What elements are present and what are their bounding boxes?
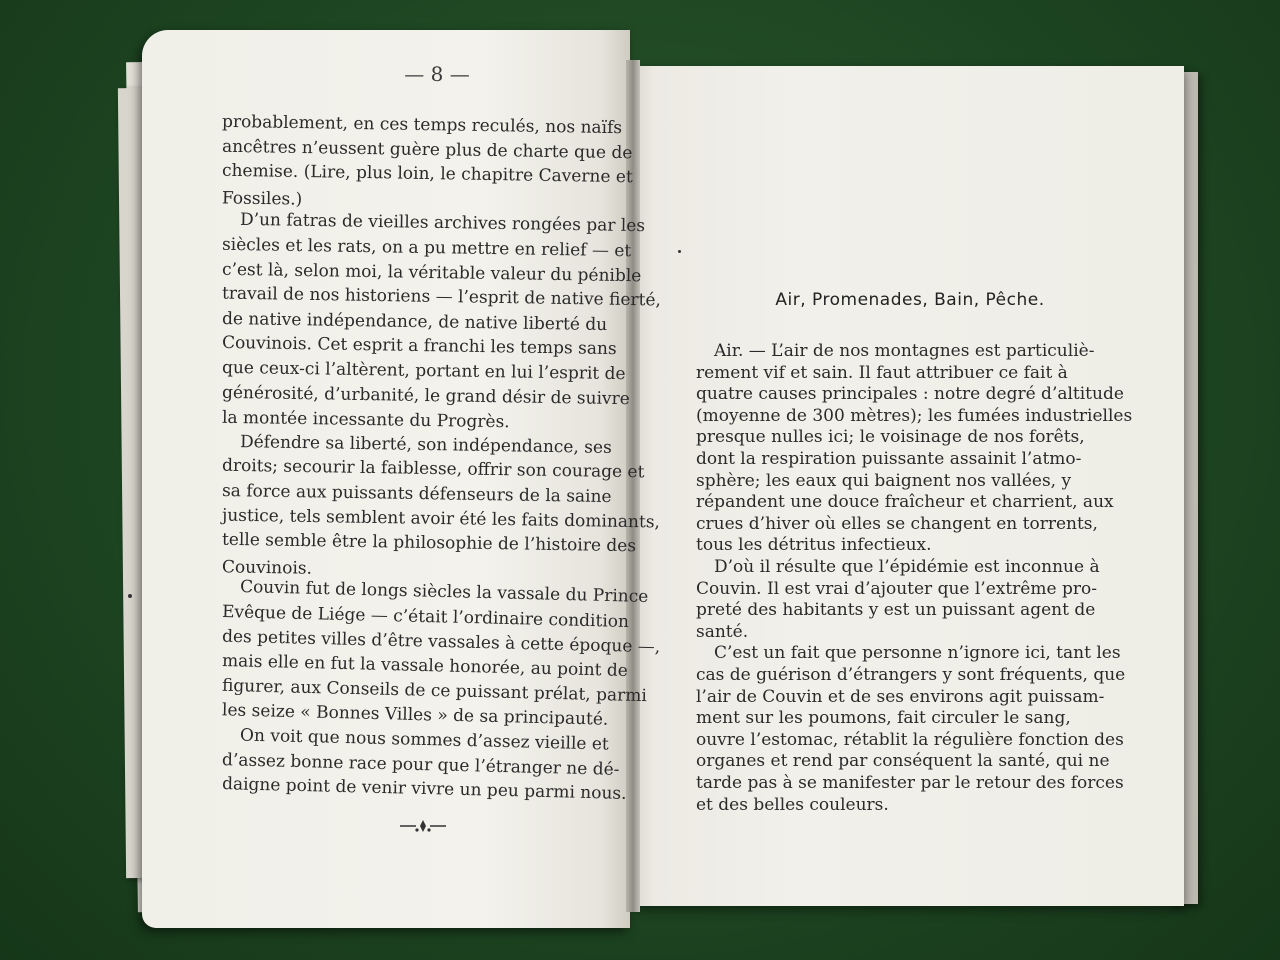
text-line: telle semble être la philosophie de l’histoire des [221,529,637,557]
text-line: travail de nos historiens — l’esprit de native fierté, [221,283,662,311]
text-line: Couvinois. Cet esprit a franchi les temps sans [221,333,617,360]
text-line: preté des habitants y est un puissant agent de [696,600,1096,621]
text-line: ancêtres n’eussent guère plus de charte que de [221,136,633,163]
text-line: ment sur les poumons, fait circuler le sang, [696,708,1071,729]
text-line: rement vif et sain. Il faut attribuer ce fait à [696,362,1068,383]
text-line: organes et rend par conséquent la santé, qui ne [696,751,1110,772]
text-line: ouvre l’estomac, rétablit la régulière fonction des [696,729,1124,750]
text-line: C’est un fait que personne n’ignore ici, tant les [714,643,1121,664]
text-line: sa force aux puissants défenseurs de la saine [221,480,612,508]
text-line: générosité, d’urbanité, le grand désir de suivre [221,382,630,409]
text-line: que ceux-ci l’altèrent, portant en lui l’esprit de [221,357,626,385]
text-line: probablement, en ces temps reculés, nos naïfs [221,111,623,139]
page-number: — 8 — [404,62,470,86]
text-line: (moyenne de 300 mètres); les fumées industrielles [696,405,1133,426]
text-line: D’un fatras de vieilles archives rongées par les [239,210,646,237]
text-line: mais elle en fut la vassale honorée, au point de [221,651,629,682]
text-line: On voit que nous sommes d’assez vieille et [239,725,610,755]
text-line: tarde pas à se manifester par le retour des forces [696,773,1124,793]
text-line: droits; secourir la faiblesse, offrir son courage et [221,456,645,483]
text-line: d’assez bonne race pour que l’étranger ne dé- [221,749,620,780]
text-line: siècles et les rats, on a pu mettre en relief — et [221,234,632,262]
speck [128,594,132,598]
section-heading: Air, Promenades, Bain, Pêche. [775,290,1045,310]
text-line: D’où il résulte que l’épidémie est inconnue à [714,557,1100,577]
text-line: et des belles couleurs. [696,794,889,815]
text-line: sphère; les eaux qui baignent nos vallées, y [696,470,1072,491]
text-line: les seize « Bonnes Villes » de sa principauté. [221,700,609,731]
text-line: presque nulles ici; le voisinage de nos forêts, [696,427,1085,448]
text-line: c’est là, selon moi, la véritable valeur du pénible [221,259,642,286]
text-line: des petites villes d’être vassales à cette époque —, [221,626,661,657]
speck [678,250,681,253]
text-line: l’air de Couvin et de ses environs agit puissam- [696,686,1105,707]
text-line: la montée incessante du Progrès. [221,407,510,433]
text-line: santé. [696,621,749,642]
text-line: Fossiles.) [221,188,303,210]
text-line: de native indépendance, de native liberté du [221,308,608,335]
text-line: Couvinois. [221,557,313,579]
text-line: Air. — L’air de nos montagnes est particuliè- [714,341,1095,361]
text-line: figurer, aux Conseils de ce puissant prélat, parmi [221,675,648,706]
text-line: dont la respiration puissante assainit l’atmo- [696,449,1082,469]
text-line: Défendre sa liberté, son indépendance, ses [239,431,612,458]
text-line: chemise. (Lire, plus loin, le chapitre Caverne et [221,160,633,188]
text-line: Couvin fut de longs siècles la vassale du Prince [239,577,649,608]
text-line: justice, tels semblent avoir été les faits dominants, [221,505,661,533]
text-line: cas de guérison d’étrangers y sont fréquents, que [696,665,1126,685]
fleuron-ornament [398,818,448,834]
text-line: tous les détritus infectieux. [696,535,932,556]
text-line: répandent une douce fraîcheur et charrient, aux [696,492,1114,513]
text-line: Evêque de Liége — c’était l’ordinaire condition [221,602,630,632]
text-line: crues d’hiver où elles se changent en torrents, [696,513,1098,534]
text-line: quatre causes principales : notre degré d’altitude [696,384,1124,405]
text-line: Couvin. Il est vrai d’ajouter que l’extrême pro- [696,578,1097,599]
text-line: daigne point de venir vivre un peu parmi nous. [221,774,627,805]
